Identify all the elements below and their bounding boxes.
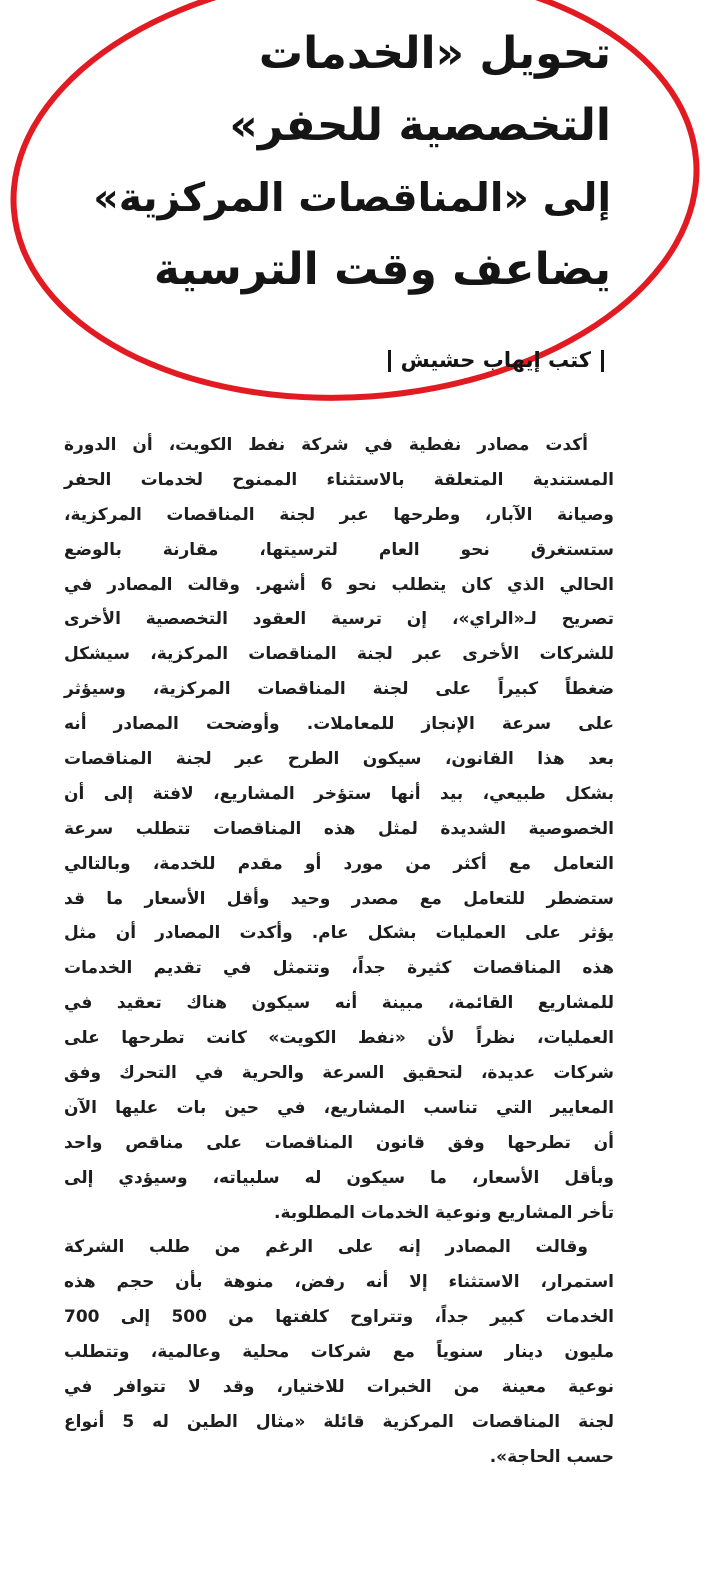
- article-body: [64, 428, 614, 1475]
- body-line: بعد هذا القانون، سيكون الطرح عبر لجنة المناقصات: [64, 749, 614, 770]
- body-line: ستستغرق نحو العام لترسيتها، مقارنة بالوضع: [64, 539, 614, 560]
- body-line: التعامل مع أكثر من مورد أو مقدم للخدمة، وبالتالي: [64, 853, 614, 874]
- body-line: وصيانة الآبار، وطرحها عبر لجنة المناقصات المركزية،: [64, 504, 614, 525]
- body-line: مليون دينار سنوياً مع شركات محلية وعالمية، وتتطلب: [64, 1342, 614, 1363]
- body-line: الخدمات كبير جداً، وتتراوح كلفتها من 500 إلى 700: [64, 1307, 614, 1328]
- body-line: للمشاريع القائمة، مبينة أنه سيكون هناك تعقيد في: [64, 993, 614, 1014]
- headline-line: إلى «المناقصات المركزية»: [93, 175, 611, 221]
- body-line: الحالي الذي كان يتطلب نحو 6 أشهر. وقالت المصادر في: [64, 574, 614, 595]
- body-line: نوعية معينة من الخبرات للاختيار، وقد لا تتوافر في: [64, 1377, 614, 1398]
- body-line: وقالت المصادر إنه على الرغم من طلب الشركة: [64, 1237, 588, 1258]
- body-line: ضغطاً كبيراً على لجنة المناقصات المركزية، وسيؤثر: [64, 679, 614, 700]
- paragraph-2: [64, 1230, 614, 1474]
- body-line: حسب الحاجة».: [489, 1446, 614, 1467]
- headline-line: التخصصية للحفر»: [229, 100, 611, 151]
- body-line: على سرعة الإنجاز للمعاملات. وأوضحت المصادر أنه: [64, 714, 614, 735]
- headline-line: تحويل «الخدمات: [258, 28, 611, 79]
- byline-bar-left: [388, 350, 391, 372]
- headline-line: يضاعف وقت الترسية: [153, 244, 611, 295]
- body-line: العمليات، نظراً لأن «نفط الكويت» كانت تطرحها على: [64, 1028, 614, 1049]
- body-line: أكدت مصادر نفطية في شركة نفط الكويت، أن الدورة: [64, 435, 588, 455]
- body-line: لجنة المناقصات المركزية قائلة «مثال الطين له 5 أنواع: [64, 1411, 615, 1432]
- body-line: بشكل طبيعي، بيد أنها ستؤخر المشاريع، لافتة إلى أن: [64, 783, 614, 804]
- byline-text: كتب إيهاب حشيش: [400, 348, 591, 372]
- body-line: الخصوصية الشديدة لمثل هذه المناقصات تتطلب سرعة: [64, 818, 614, 839]
- byline: [378, 345, 614, 375]
- body-line: المستندية المتعلقة بالاستثناء الممنوح لخدمات الحفر: [64, 469, 614, 490]
- body-line: للشركات الأخرى عبر لجنة المناقصات المركزية، سيشكل: [64, 644, 614, 665]
- body-line: استمرار، الاستثناء إلا أنه رفض، منوهة بأن حجم هذه: [64, 1272, 614, 1293]
- body-line: تأخر المشاريع ونوعية الخدمات المطلوبة.: [274, 1202, 614, 1223]
- body-line: ستضطر للتعامل مع مصدر وحيد وأقل الأسعار ما قد: [64, 888, 614, 909]
- article-headline: [91, 18, 611, 306]
- body-line: وبأقل الأسعار، ما سيكون له سلبياته، وسيؤدي إلى: [64, 1167, 614, 1188]
- body-line: المعايير التي تناسب المشاريع، في حين بات عليها الآن: [64, 1097, 614, 1118]
- body-line: تصريح لـ«الراي»، إن ترسية العقود التخصصية الأخرى: [64, 609, 614, 630]
- paragraph-1: [64, 428, 614, 1230]
- body-line: أن تطرحها وفق قانون المناقصات على مناقص واحد: [64, 1132, 614, 1153]
- body-line: شركات عديدة، لتحقيق السرعة والحرية في التحرك وفق: [64, 1063, 614, 1084]
- body-line: يؤثر على العمليات بشكل عام. وأكدت المصادر أن مثل: [64, 923, 614, 944]
- body-line: هذه المناقصات كثيرة جداً، وتتمثل في تقديم الخدمات: [64, 958, 614, 979]
- byline-bar-right: [601, 350, 604, 372]
